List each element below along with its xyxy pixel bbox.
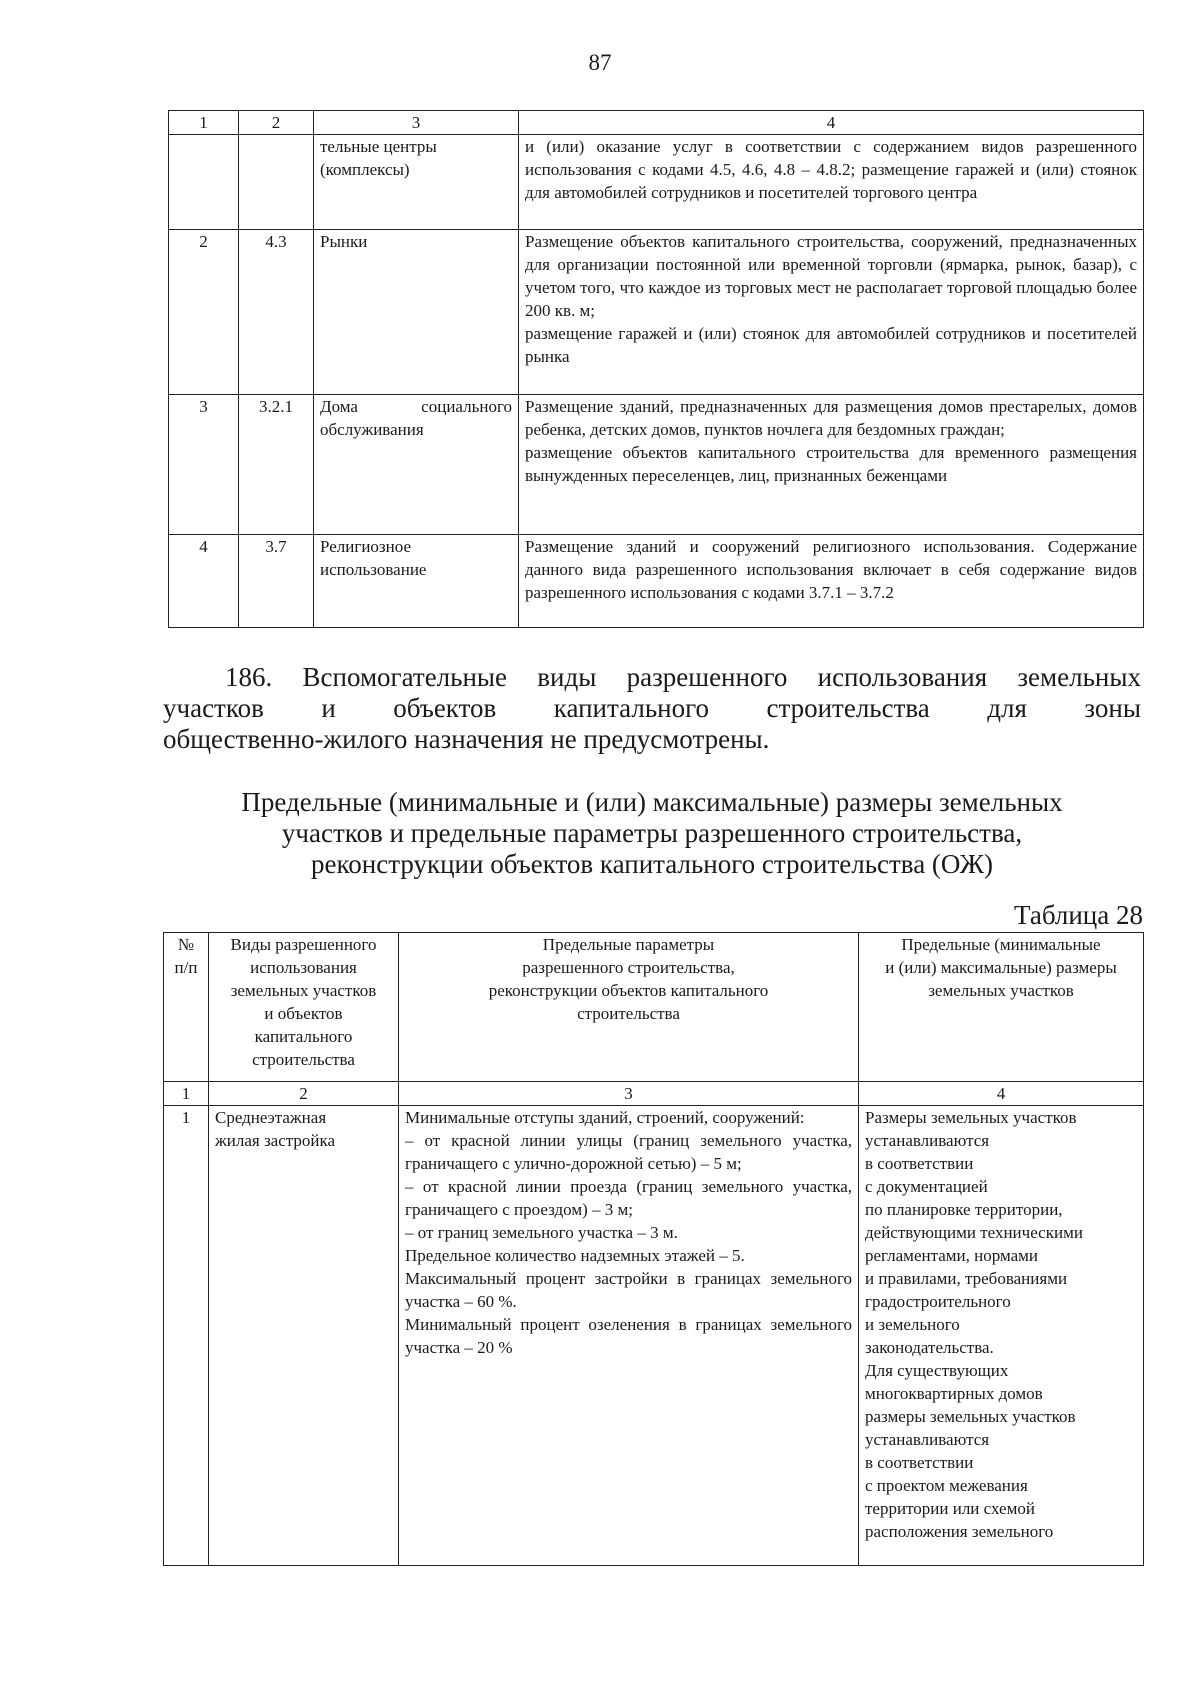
row-number: 3 [169,395,239,535]
use-code: 3.7 [239,535,314,628]
land-use-table [168,110,1144,628]
header-cell: 3 [314,111,519,135]
paragraph-line: участков и объектов капитального строительства для зоны [163,693,1141,723]
use-code: 4.3 [239,230,314,395]
table-row [169,535,1144,628]
limit-parameters-table [163,932,1144,1566]
table-caption: Таблица 28 [1014,900,1143,930]
column-number-row [164,1082,1144,1106]
row-number: 4 [169,535,239,628]
page-number: 87 [588,50,612,75]
table-row [169,395,1144,535]
plot-sizes: Размеры земельных участков устанавливаются в соответствии с документацией по планировке территории, действующими техническими регламентами, нормами и правилами, требованиями градостроительного и земельного законодательства. Для существующих многоквартирных домов размеры земельных участков устанавливаются в соответствии с проектом межевания территории или схемой расположения земельного [859,1106,1144,1566]
table-row [169,230,1144,395]
column-number: 1 [164,1082,209,1106]
header-cell: Виды разрешенного использования земельных участков и объектов капитального строительства [209,933,399,1082]
header-cell: Предельные (минимальные и (или) максимальные) размеры земельных участков [859,933,1144,1082]
use-code: 3.2.1 [239,395,314,535]
table-row [164,1106,1144,1566]
table-header-row [164,933,1144,1082]
row-number [169,135,239,230]
use-description: Размещение объектов капитального строительства, сооружений, предназначенных для организации постоянной или временной торговли (ярмарка, рынок, базар), с учетом того, что каждое из торговых мест не располагает торговой площадью более 200 кв. м; размещение гаражей и (или) стоянок для автомобилей сотрудников и посетителей рынка [519,230,1144,395]
header-cell: 2 [239,111,314,135]
section-heading: Предельные (минимальные и (или) максимальные) размеры земельных участков и предельные параметры разрешенного строительства, реконструкции объектов капитального строительства (ОЖ) [241,787,1063,879]
paragraph-line: общественно-жилого назначения не предусмотрены. [163,724,770,754]
header-cell: 4 [519,111,1144,135]
row-number: 2 [169,230,239,395]
use-name: Рынки [314,230,519,395]
column-number: 2 [209,1082,399,1106]
header-cell: № п/п [164,933,209,1082]
table-row [169,135,1144,230]
column-number: 4 [859,1082,1144,1106]
auxiliary-uses-paragraph [163,662,1141,755]
use-description: Размещение зданий и сооружений религиозного использования. Содержание данного вида разрешенного использования включает в себя содержание видов разрешенного использования с кодами 3.7.1 – 3.7.2 [519,535,1144,628]
column-number: 3 [399,1082,859,1106]
use-code [239,135,314,230]
header-cell: Предельные параметры разрешенного строительства, реконструкции объектов капитального строительства [399,933,859,1082]
use-description: Размещение зданий, предназначенных для размещения домов престарелых, домов ребенка, детских домов, пунктов ночлега для бездомных граждан; размещение объектов капитального строительства для временного размещения вынужденных переселенцев, лиц, признанных беженцами [519,395,1144,535]
use-name: тельные центры (комплексы) [314,135,519,230]
use-name: Религиозное использование [314,535,519,628]
paragraph-line: 186. Вспомогательные виды разрешенного использования земельных [225,662,1141,692]
use-name: Дома социального обслуживания [314,395,519,535]
row-number: 1 [164,1106,209,1566]
table-header-row [169,111,1144,135]
build-parameters: Минимальные отступы зданий, строений, сооружений: – от красной линии улицы (границ земельного участка, граничащего с улично-дорожной сетью) – 5 м; – от красной линии проезда (границ земельного участка, граничащего с проездом) – 3 м; – от границ земельного участка – 3 м. Предельное количество надземных этажей – 5. Максимальный процент застройки в границах земельного участка – 60 %. Минимальный процент озеленения в границах земельного участка – 20 % [399,1106,859,1566]
header-cell: 1 [169,111,239,135]
use-name: Среднеэтажная жилая застройка [209,1106,399,1566]
use-description: и (или) оказание услуг в соответствии с содержанием видов разрешенного использования с кодами 4.5, 4.6, 4.8 – 4.8.2; размещение гаражей и (или) стоянок для автомобилей сотрудников и посетителей торгового центра [519,135,1144,230]
